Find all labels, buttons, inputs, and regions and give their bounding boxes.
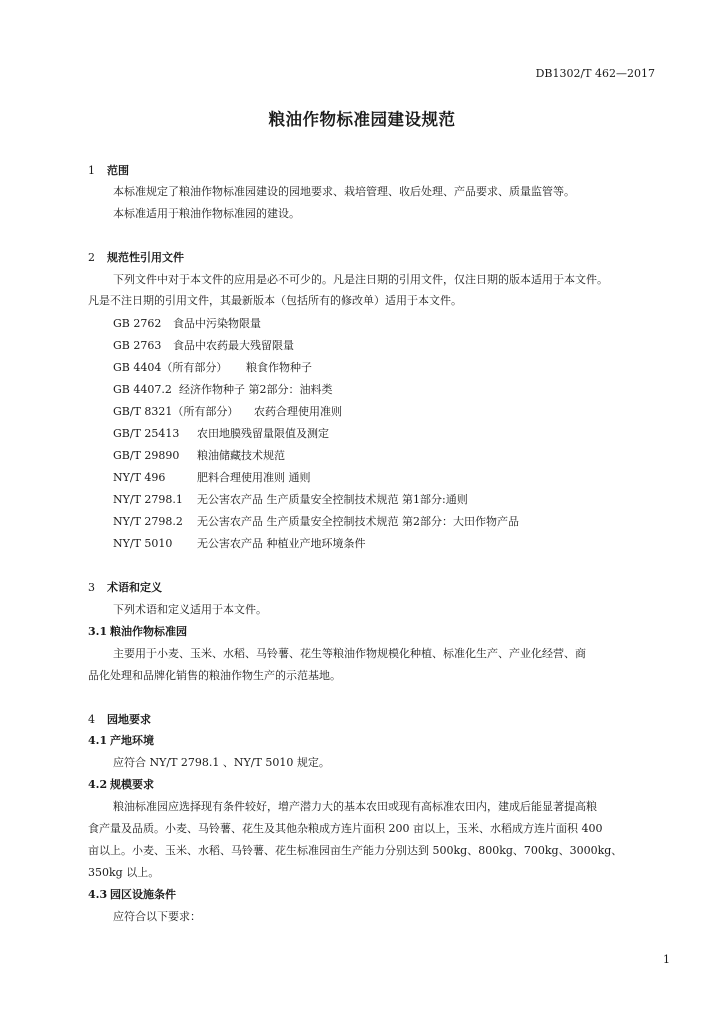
reference-item bbox=[113, 360, 312, 376]
reference-code: GB 2762 bbox=[113, 317, 162, 330]
paragraph: 下列术语和定义适用于本文件。 bbox=[113, 603, 267, 616]
reference-code: NY/T 5010 bbox=[113, 537, 173, 550]
section-number: 1 bbox=[88, 164, 95, 177]
reference-item bbox=[113, 536, 366, 552]
reference-name: 经济作物种子 第2部分：油料类 bbox=[179, 383, 333, 396]
section-title: 规范性引用文件 bbox=[107, 251, 184, 264]
paragraph: 凡是不注日期的引用文件，其最新版本（包括所有的修改单）适用于本文件。 bbox=[88, 294, 462, 307]
reference-name: 肥料合理使用准则 通则 bbox=[197, 471, 311, 484]
reference-name: 食品中污染物限量 bbox=[173, 317, 261, 330]
reference-item bbox=[113, 338, 294, 354]
section-title: 园地要求 bbox=[107, 713, 151, 726]
reference-item bbox=[113, 404, 342, 420]
reference-code: NY/T 2798.2 bbox=[113, 515, 183, 528]
reference-item bbox=[113, 492, 468, 508]
paragraph: 亩以上。小麦、玉米、水稻、马铃薯、花生标准园亩生产能力分别达到 500kg、800kg、700kg、3000kg、 bbox=[88, 844, 623, 857]
reference-name: 无公害农产品 生产质量安全控制技术规范 第1部分:通则 bbox=[197, 493, 468, 506]
subsection-heading bbox=[88, 887, 176, 903]
section-number: 2 bbox=[88, 251, 95, 264]
reference-name: 农药合理使用准则 bbox=[254, 405, 342, 418]
reference-code: GB/T 25413 bbox=[113, 427, 180, 440]
reference-name: 农田地膜残留量限值及测定 bbox=[197, 427, 329, 440]
subsection-heading bbox=[88, 733, 154, 749]
subsection-number: 4.3 bbox=[88, 888, 108, 901]
paragraph: 本标准规定了粮油作物标准园建设的园地要求、栽培管理、收后处理、产品要求、质量监管等。 bbox=[113, 185, 575, 198]
reference-code: NY/T 2798.1 bbox=[113, 493, 183, 506]
reference-code: GB 4404（所有部分） bbox=[113, 361, 228, 374]
reference-code: GB 2763 bbox=[113, 339, 162, 352]
paragraph: 下列文件中对于本文件的应用是必不可少的。凡是注日期的引用文件，仅注日期的版本适用于本文件。 bbox=[113, 273, 608, 286]
paragraph: 应符合以下要求： bbox=[113, 910, 201, 923]
subsection-title: 园区设施条件 bbox=[110, 888, 176, 901]
reference-code: NY/T 496 bbox=[113, 471, 166, 484]
paragraph: 品化处理和品牌化销售的粮油作物生产的示范基地。 bbox=[88, 669, 341, 682]
reference-item bbox=[113, 470, 311, 486]
section-4-heading bbox=[88, 712, 151, 728]
reference-item bbox=[113, 426, 329, 442]
section-1-heading bbox=[88, 163, 129, 179]
reference-name: 粮油储藏技术规范 bbox=[197, 449, 285, 462]
reference-code: GB 4407.2 bbox=[113, 383, 172, 396]
reference-item bbox=[113, 514, 519, 530]
subsection-number: 3.1 bbox=[88, 625, 108, 638]
section-title: 术语和定义 bbox=[107, 581, 162, 594]
section-number: 4 bbox=[88, 713, 95, 726]
reference-item bbox=[113, 316, 261, 332]
paragraph: 粮油标准园应选择现有条件较好，增产潜力大的基本农田或现有高标准农田内，建成后能显著提高粮 bbox=[113, 800, 597, 813]
subsection-heading bbox=[88, 624, 187, 640]
subsection-heading bbox=[88, 777, 154, 793]
standard-code: DB1302/T 462—2017 bbox=[535, 67, 655, 80]
subsection-number: 4.2 bbox=[88, 778, 108, 791]
reference-name: 无公害农产品 生产质量安全控制技术规范 第2部分：大田作物产品 bbox=[197, 515, 519, 528]
reference-code: GB/T 29890 bbox=[113, 449, 180, 462]
paragraph: 食产量及品质。小麦、马铃薯、花生及其他杂粮成方连片面积 200 亩以上，玉米、水稻成方连片面积 400 bbox=[88, 822, 603, 835]
section-3-heading bbox=[88, 580, 162, 596]
reference-name: 无公害农产品 种植业产地环境条件 bbox=[197, 537, 366, 550]
paragraph: 本标准适用于粮油作物标准园的建设。 bbox=[113, 207, 300, 220]
subsection-title: 产地环境 bbox=[110, 734, 154, 747]
section-number: 3 bbox=[88, 581, 95, 594]
reference-code: GB/T 8321（所有部分） bbox=[113, 405, 239, 418]
document-title: 粮油作物标准园建设规范 bbox=[268, 110, 456, 129]
subsection-title: 规模要求 bbox=[110, 778, 154, 791]
reference-name: 粮食作物种子 bbox=[246, 361, 312, 374]
section-title: 范围 bbox=[107, 164, 129, 177]
subsection-number: 4.1 bbox=[88, 734, 108, 747]
page-number: 1 bbox=[663, 953, 670, 966]
reference-name: 食品中农药最大残留限量 bbox=[173, 339, 294, 352]
subsection-title: 粮油作物标准园 bbox=[110, 625, 187, 638]
paragraph: 350kg 以上。 bbox=[88, 866, 160, 879]
reference-item bbox=[113, 382, 333, 398]
section-2-heading bbox=[88, 250, 184, 266]
paragraph: 主要用于小麦、玉米、水稻、马铃薯、花生等粮油作物规模化种植、标准化生产、产业化经营、商 bbox=[113, 647, 586, 660]
paragraph: 应符合 NY/T 2798.1 、NY/T 5010 规定。 bbox=[113, 756, 330, 769]
reference-item bbox=[113, 448, 285, 464]
